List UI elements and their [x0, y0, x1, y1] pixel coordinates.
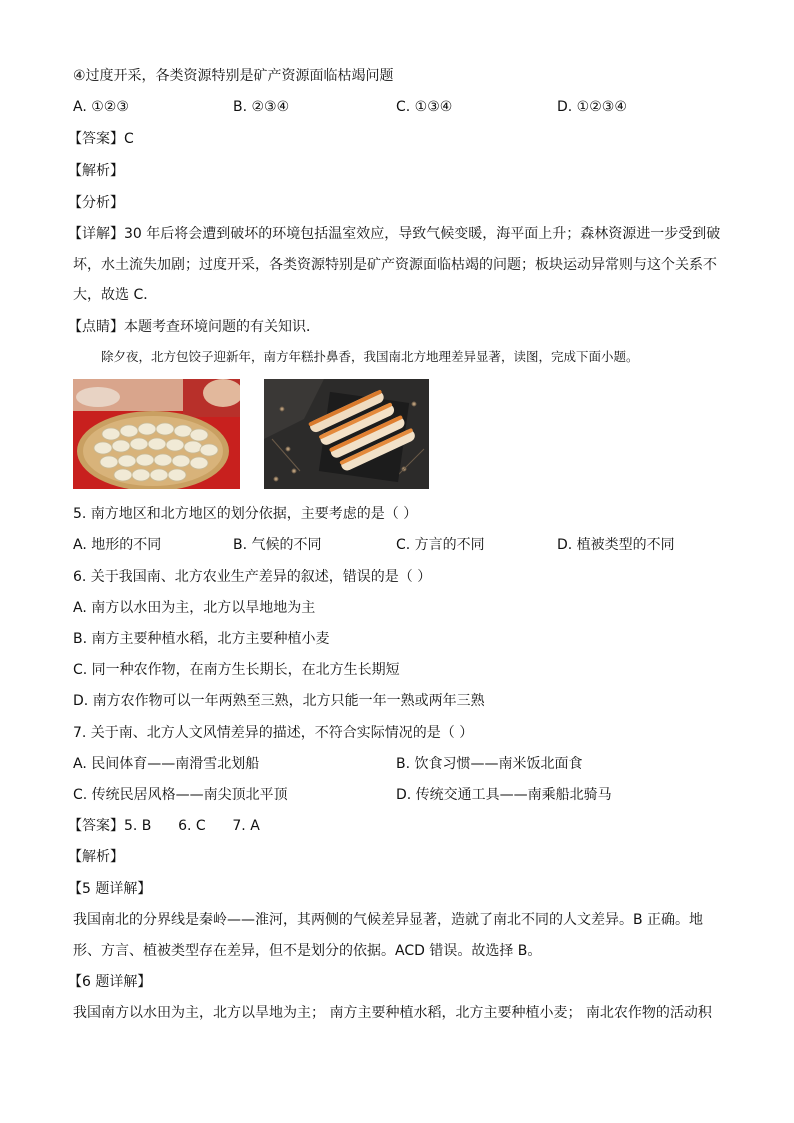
q7-option-b: B. 饮食习惯——南米饭北面食	[396, 756, 583, 772]
q5-option-c: C. 方言的不同	[396, 537, 485, 553]
q4-option-d: D. ①②③④	[557, 99, 627, 115]
q4-answer: 【答案】C	[68, 131, 134, 147]
q4-option-b: B. ②③④	[233, 99, 290, 115]
q4-item-4: ④过度开采，各类资源特别是矿产资源面临枯竭问题	[73, 68, 394, 84]
q6-option-b: B. 南方主要种植水稻，北方主要种植小麦	[73, 631, 330, 647]
q5-stem: 5. 南方地区和北方地区的划分依据，主要考虑的是（ ）	[73, 506, 418, 522]
q4-detail-line-2: 坏，水土流失加剧；过度开采，各类资源特别是矿产资源面临枯竭的问题；板块运动异常则与这个关系不	[73, 257, 717, 273]
q4-dianjing: 【点睛】本题考查环境问题的有关知识．	[68, 319, 320, 335]
q6-stem: 6. 关于我国南、北方农业生产差异的叙述，错误的是（ ）	[73, 569, 432, 585]
q7-option-d: D. 传统交通工具——南乘船北骑马	[396, 787, 612, 803]
q5-option-d: D. 植被类型的不同	[557, 537, 675, 553]
q5-detail-line-2: 形、方言、植被类型存在差异，但不是划分的依据。ACD 错误。故选择 B。	[73, 943, 542, 959]
q7-option-a: A. 民间体育——南滑雪北划船	[73, 756, 260, 772]
q5-detail-line-1: 我国南北的分界线是秦岭——淮河，其两侧的气候差异显著，造就了南北不同的人文差异。B 正确。地	[73, 912, 704, 928]
q4-analysis-label: 【解析】	[68, 163, 124, 179]
q6-option-d: D. 南方农作物可以一年两熟至三熟，北方只能一年一熟或两年三熟	[73, 693, 485, 709]
rice-cake-photo	[264, 379, 429, 489]
q5-option-a: A. 地形的不同	[73, 537, 162, 553]
q4-detail-line-1: 【详解】30 年后将会遭到破坏的环境包括温室效应，导致气候变暖，海平面上升；森林资源进一步受到破	[68, 226, 721, 242]
q6-detail-line-1: 我国南方以水田为主，北方以旱地为主； 南方主要种植水稻，北方主要种植小麦； 南北农作物的活动积	[73, 1005, 712, 1021]
q7-option-c: C. 传统民居风格——南尖顶北平顶	[73, 787, 288, 803]
dumplings-photo	[73, 379, 240, 489]
q4-option-c: C. ①③④	[396, 99, 453, 115]
q7-stem: 7. 关于南、北方人文风情差异的描述，不符合实际情况的是（ ）	[73, 725, 474, 741]
analysis-label-2: 【解析】	[68, 849, 124, 865]
q5-detail-title: 【5 题详解】	[68, 881, 152, 897]
q4-option-a: A. ①②③	[73, 99, 129, 115]
q5-option-b: B. 气候的不同	[233, 537, 322, 553]
q6-detail-title: 【6 题详解】	[68, 974, 152, 990]
question-group-intro: 除夕夜，北方包饺子迎新年，南方年糕扑鼻香，我国南北方地理差异显著，读图，完成下面小题。	[101, 349, 639, 364]
q4-fenxi-label: 【分析】	[68, 195, 124, 211]
q6-option-c: C. 同一种农作物，在南方生长期长，在北方生长期短	[73, 662, 400, 678]
q4-detail-line-3: 大，故选 C．	[73, 287, 158, 303]
q6-option-a: A. 南方以水田为主，北方以旱地地为主	[73, 600, 316, 616]
answers-5-7: 【答案】5. B 6. C 7. A	[68, 818, 260, 834]
